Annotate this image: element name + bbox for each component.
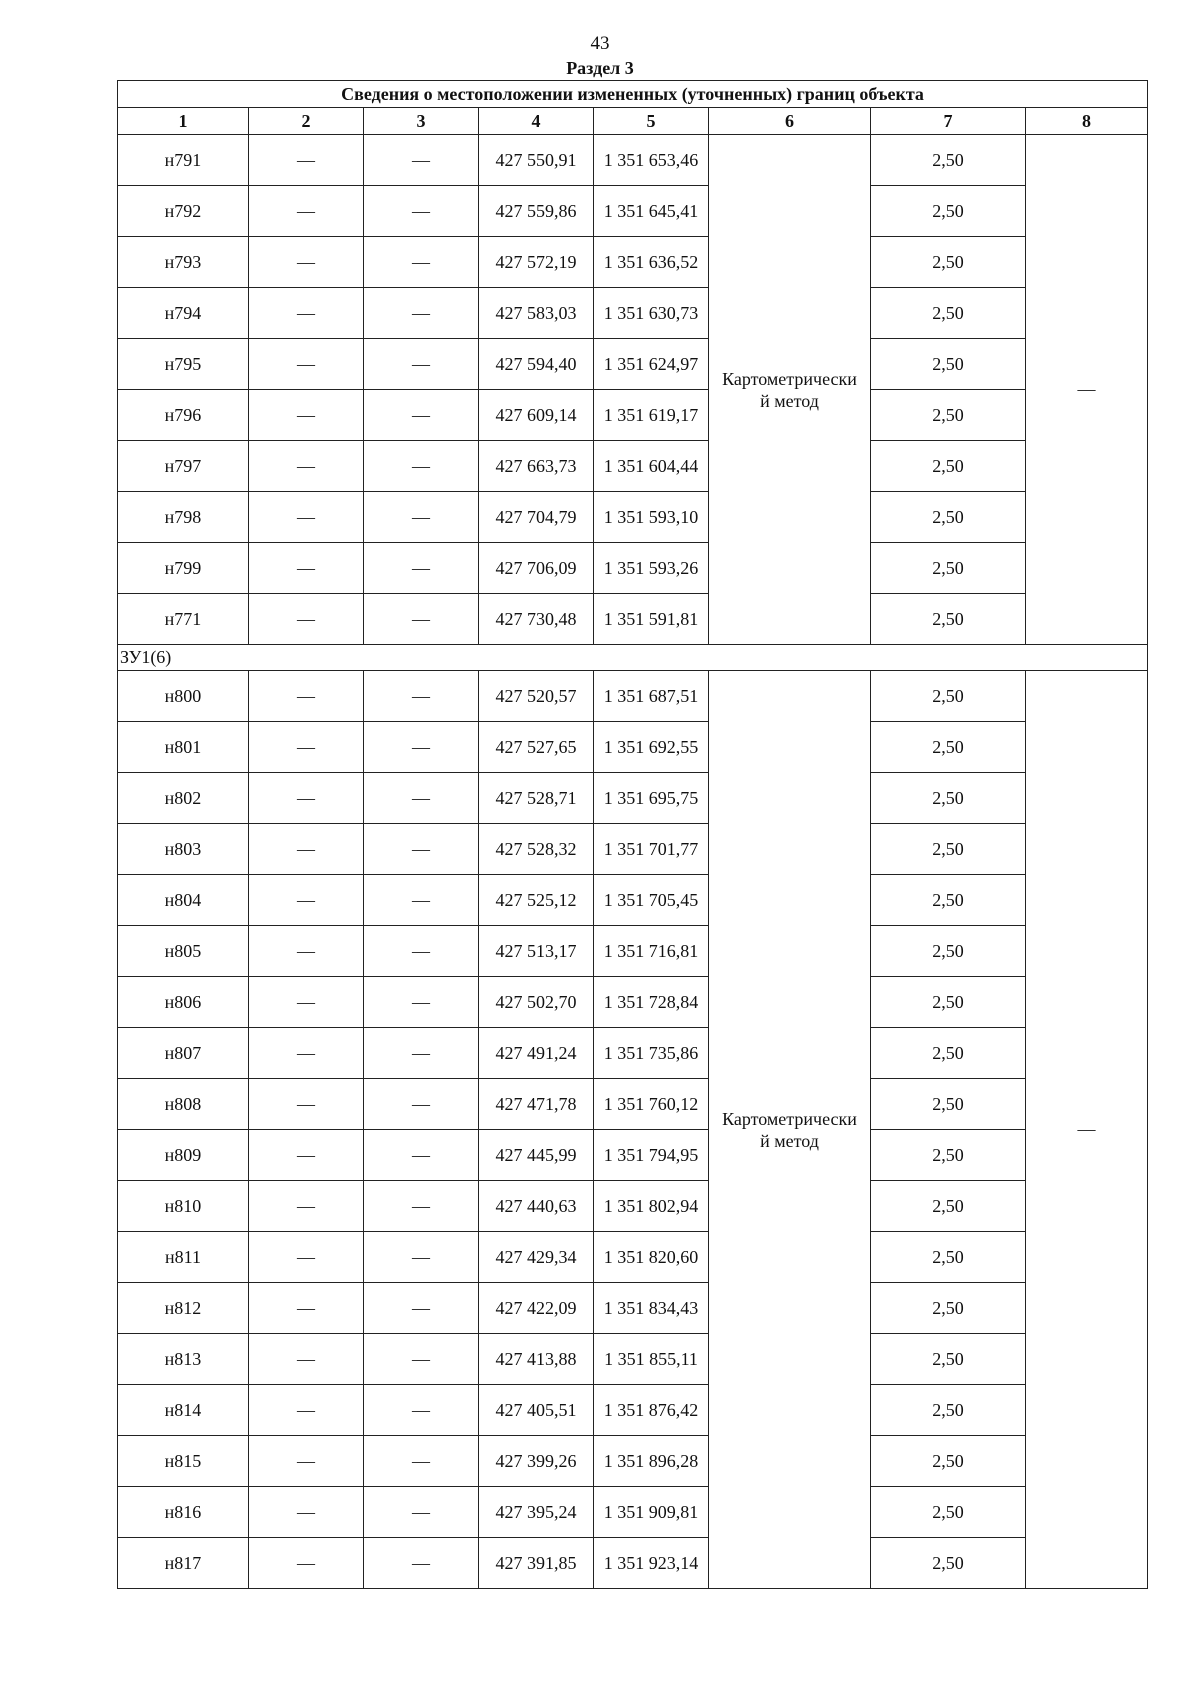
column-2-cell: — [249,926,364,977]
y-coordinate-cell: 1 351 909,81 [594,1487,709,1538]
column-3-cell: — [364,135,479,186]
x-coordinate-cell: 427 520,57 [479,671,594,722]
y-coordinate-cell: 1 351 624,97 [594,339,709,390]
accuracy-cell: 2,50 [871,1436,1026,1487]
table-row [118,1334,1148,1385]
column-3-cell: — [364,237,479,288]
method-cell [709,671,871,1589]
accuracy-cell: 2,50 [871,977,1026,1028]
column-number-header: 7 [871,108,1026,135]
table-row [118,543,1148,594]
x-coordinate-cell: 427 572,19 [479,237,594,288]
y-coordinate-cell: 1 351 896,28 [594,1436,709,1487]
point-name-cell: н817 [118,1538,249,1589]
y-coordinate-cell: 1 351 593,26 [594,543,709,594]
column-3-cell: — [364,492,479,543]
table-row [118,186,1148,237]
accuracy-cell: 2,50 [871,1130,1026,1181]
accuracy-cell: 2,50 [871,926,1026,977]
table-row [118,977,1148,1028]
column-3-cell: — [364,1232,479,1283]
column-number-header: 4 [479,108,594,135]
table-row [118,773,1148,824]
column-3-cell: — [364,926,479,977]
x-coordinate-cell: 427 706,09 [479,543,594,594]
column-3-cell: — [364,824,479,875]
section-title: Раздел 3 [566,58,634,78]
column-3-cell: — [364,1130,479,1181]
x-coordinate-cell: 427 491,24 [479,1028,594,1079]
column-2-cell: — [249,671,364,722]
column-2-cell: — [249,1487,364,1538]
x-coordinate-cell: 427 525,12 [479,875,594,926]
column-3-cell: — [364,288,479,339]
y-coordinate-cell: 1 351 701,77 [594,824,709,875]
table-row [118,492,1148,543]
column-3-cell: — [364,1334,479,1385]
accuracy-cell: 2,50 [871,1079,1026,1130]
table-row [118,1181,1148,1232]
accuracy-cell: 2,50 [871,543,1026,594]
x-coordinate-cell: 427 583,03 [479,288,594,339]
column-2-cell: — [249,1028,364,1079]
accuracy-cell: 2,50 [871,773,1026,824]
method-cell [709,135,871,645]
column-3-cell: — [364,594,479,645]
table-row [118,390,1148,441]
table-row [118,671,1148,722]
y-coordinate-cell: 1 351 687,51 [594,671,709,722]
column-3-cell: — [364,875,479,926]
column-3-cell: — [364,339,479,390]
x-coordinate-cell: 427 502,70 [479,977,594,1028]
column-3-cell: — [364,1283,479,1334]
y-coordinate-cell: 1 351 735,86 [594,1028,709,1079]
column-3-cell: — [364,543,479,594]
x-coordinate-cell: 427 527,65 [479,722,594,773]
column-3-cell: — [364,390,479,441]
point-name-cell: н813 [118,1334,249,1385]
x-coordinate-cell: 427 471,78 [479,1079,594,1130]
y-coordinate-cell: 1 351 695,75 [594,773,709,824]
accuracy-cell: 2,50 [871,288,1026,339]
column-3-cell: — [364,977,479,1028]
accuracy-cell: 2,50 [871,1028,1026,1079]
point-name-cell: н794 [118,288,249,339]
column-3-cell: — [364,1028,479,1079]
point-name-cell: н807 [118,1028,249,1079]
column-2-cell: — [249,977,364,1028]
column-2-cell: — [249,492,364,543]
point-name-cell: н795 [118,339,249,390]
column-2-cell: — [249,875,364,926]
y-coordinate-cell: 1 351 794,95 [594,1130,709,1181]
column-3-cell: — [364,1538,479,1589]
x-coordinate-cell: 427 513,17 [479,926,594,977]
method-text-line1: Картометрически [722,368,857,389]
table-row [118,135,1148,186]
column-3-cell: — [364,1436,479,1487]
y-coordinate-cell: 1 351 876,42 [594,1385,709,1436]
point-name-cell: н801 [118,722,249,773]
column-2-cell: — [249,1538,364,1589]
column-number-header: 5 [594,108,709,135]
point-name-cell: н803 [118,824,249,875]
x-coordinate-cell: 427 440,63 [479,1181,594,1232]
group-label: ЗУ1(6) [118,645,1148,671]
column-3-cell: — [364,1487,479,1538]
table-row [118,339,1148,390]
y-coordinate-cell: 1 351 923,14 [594,1538,709,1589]
table-row [118,237,1148,288]
column-3-cell: — [364,1181,479,1232]
y-coordinate-cell: 1 351 692,55 [594,722,709,773]
x-coordinate-cell: 427 399,26 [479,1436,594,1487]
x-coordinate-cell: 427 413,88 [479,1334,594,1385]
point-name-cell: н796 [118,390,249,441]
column-2-cell: — [249,135,364,186]
accuracy-cell: 2,50 [871,339,1026,390]
table-row [118,1283,1148,1334]
point-name-cell: н811 [118,1232,249,1283]
point-name-cell: н793 [118,237,249,288]
point-name-cell: н804 [118,875,249,926]
y-coordinate-cell: 1 351 716,81 [594,926,709,977]
column-3-cell: — [364,671,479,722]
column-number-header: 8 [1026,108,1148,135]
point-name-cell: н802 [118,773,249,824]
x-coordinate-cell: 427 609,14 [479,390,594,441]
point-name-cell: н805 [118,926,249,977]
column-number-header: 3 [364,108,479,135]
table-row [118,1130,1148,1181]
x-coordinate-cell: 427 730,48 [479,594,594,645]
column-2-cell: — [249,390,364,441]
column-2-cell: — [249,1334,364,1385]
x-coordinate-cell: 427 663,73 [479,441,594,492]
column-2-cell: — [249,1181,364,1232]
accuracy-cell: 2,50 [871,390,1026,441]
table-body [118,135,1148,1589]
x-coordinate-cell: 427 422,09 [479,1283,594,1334]
table-row [118,875,1148,926]
y-coordinate-cell: 1 351 645,41 [594,186,709,237]
column-number-header: 1 [118,108,249,135]
y-coordinate-cell: 1 351 820,60 [594,1232,709,1283]
point-name-cell: н792 [118,186,249,237]
y-coordinate-cell: 1 351 834,43 [594,1283,709,1334]
table-row [118,1538,1148,1589]
point-name-cell: н798 [118,492,249,543]
column-3-cell: — [364,773,479,824]
x-coordinate-cell: 427 445,99 [479,1130,594,1181]
accuracy-cell: 2,50 [871,875,1026,926]
column-2-cell: — [249,594,364,645]
x-coordinate-cell: 427 395,24 [479,1487,594,1538]
column-3-cell: — [364,1385,479,1436]
table-row [118,441,1148,492]
table-row [118,1232,1148,1283]
column-2-cell: — [249,441,364,492]
point-name-cell: н810 [118,1181,249,1232]
point-name-cell: н771 [118,594,249,645]
method-text-line2: й метод [760,390,819,411]
point-name-cell: н799 [118,543,249,594]
column-number-header: 2 [249,108,364,135]
point-name-cell: н800 [118,671,249,722]
table-row [118,824,1148,875]
accuracy-cell: 2,50 [871,492,1026,543]
x-coordinate-cell: 427 594,40 [479,339,594,390]
y-coordinate-cell: 1 351 604,44 [594,441,709,492]
accuracy-cell: 2,50 [871,441,1026,492]
accuracy-cell: 2,50 [871,1385,1026,1436]
y-coordinate-cell: 1 351 760,12 [594,1079,709,1130]
column-2-cell: — [249,1232,364,1283]
point-name-cell: н791 [118,135,249,186]
table-row [118,1487,1148,1538]
y-coordinate-cell: 1 351 855,11 [594,1334,709,1385]
column-2-cell: — [249,1130,364,1181]
y-coordinate-cell: 1 351 636,52 [594,237,709,288]
accuracy-cell: 2,50 [871,186,1026,237]
column-2-cell: — [249,722,364,773]
point-name-cell: н808 [118,1079,249,1130]
y-coordinate-cell: 1 351 728,84 [594,977,709,1028]
table-row [118,1028,1148,1079]
x-coordinate-cell: 427 704,79 [479,492,594,543]
column-numbers-row [118,108,1148,135]
column-2-cell: — [249,1436,364,1487]
method-text-line2: й метод [760,1130,819,1151]
y-coordinate-cell: 1 351 593,10 [594,492,709,543]
point-name-cell: н809 [118,1130,249,1181]
page-number: 43 [590,33,610,54]
column-3-cell: — [364,722,479,773]
column-2-cell: — [249,339,364,390]
accuracy-cell: 2,50 [871,824,1026,875]
group-label-row [118,645,1148,671]
column-2-cell: — [249,773,364,824]
column-3-cell: — [364,186,479,237]
point-name-cell: н806 [118,977,249,1028]
column-2-cell: — [249,1385,364,1436]
table-row [118,722,1148,773]
column-8-cell: — [1026,671,1148,1589]
table-row [118,1079,1148,1130]
point-name-cell: н815 [118,1436,249,1487]
column-2-cell: — [249,1283,364,1334]
column-2-cell: — [249,543,364,594]
column-2-cell: — [249,288,364,339]
column-8-cell: — [1026,135,1148,645]
coordinates-table [117,80,1148,1589]
accuracy-cell: 2,50 [871,1334,1026,1385]
table-row [118,1436,1148,1487]
y-coordinate-cell: 1 351 591,81 [594,594,709,645]
x-coordinate-cell: 427 550,91 [479,135,594,186]
x-coordinate-cell: 427 559,86 [479,186,594,237]
method-text-line1: Картометрически [722,1108,857,1129]
table-row [118,1385,1148,1436]
point-name-cell: н814 [118,1385,249,1436]
accuracy-cell: 2,50 [871,135,1026,186]
x-coordinate-cell: 427 528,71 [479,773,594,824]
y-coordinate-cell: 1 351 630,73 [594,288,709,339]
accuracy-cell: 2,50 [871,1181,1026,1232]
table-row [118,288,1148,339]
x-coordinate-cell: 427 405,51 [479,1385,594,1436]
accuracy-cell: 2,50 [871,594,1026,645]
column-2-cell: — [249,824,364,875]
y-coordinate-cell: 1 351 705,45 [594,875,709,926]
accuracy-cell: 2,50 [871,1538,1026,1589]
y-coordinate-cell: 1 351 653,46 [594,135,709,186]
point-name-cell: н816 [118,1487,249,1538]
column-2-cell: — [249,186,364,237]
column-2-cell: — [249,237,364,288]
accuracy-cell: 2,50 [871,1232,1026,1283]
accuracy-cell: 2,50 [871,722,1026,773]
y-coordinate-cell: 1 351 619,17 [594,390,709,441]
x-coordinate-cell: 427 528,32 [479,824,594,875]
table-row [118,926,1148,977]
column-3-cell: — [364,441,479,492]
x-coordinate-cell: 427 429,34 [479,1232,594,1283]
accuracy-cell: 2,50 [871,1283,1026,1334]
accuracy-cell: 2,50 [871,671,1026,722]
accuracy-cell: 2,50 [871,237,1026,288]
x-coordinate-cell: 427 391,85 [479,1538,594,1589]
accuracy-cell: 2,50 [871,1487,1026,1538]
column-number-header: 6 [709,108,871,135]
column-3-cell: — [364,1079,479,1130]
table-title: Сведения о местоположении измененных (уточненных) границ объекта [118,81,1148,108]
y-coordinate-cell: 1 351 802,94 [594,1181,709,1232]
column-2-cell: — [249,1079,364,1130]
table-row [118,594,1148,645]
point-name-cell: н812 [118,1283,249,1334]
point-name-cell: н797 [118,441,249,492]
